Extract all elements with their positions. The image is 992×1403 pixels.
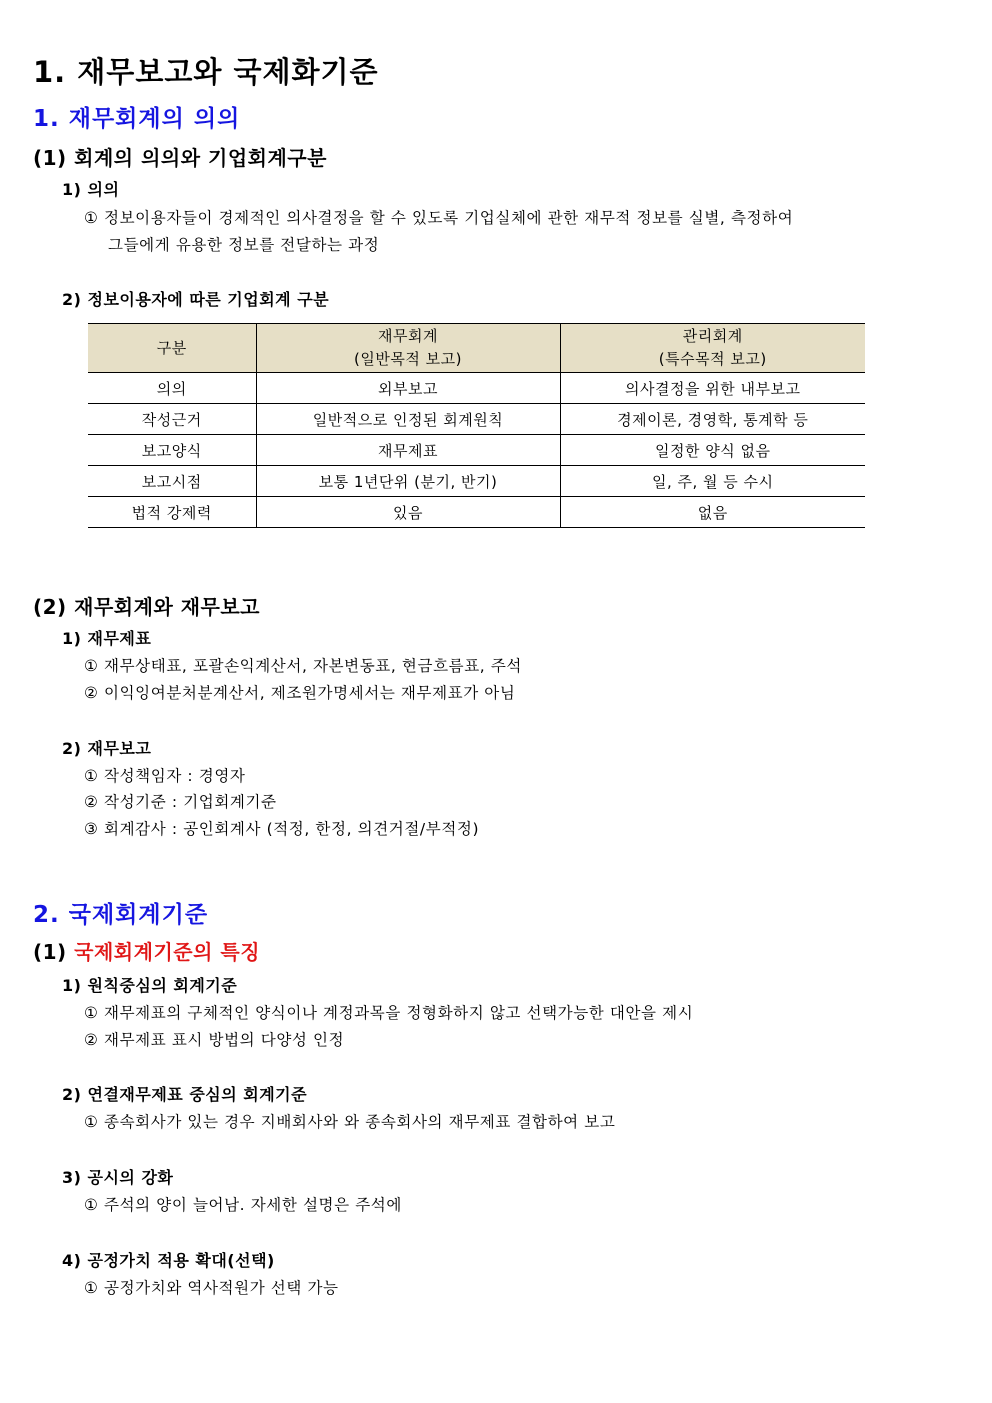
table-cell: 일정한 양식 없음	[560, 435, 865, 466]
subsection-heading-2-1	[33, 936, 260, 965]
header-subline: (특수목적 보고)	[658, 350, 767, 368]
header-line: 재무회계	[378, 327, 438, 345]
table-cell: 외부보고	[256, 373, 560, 404]
paragraph-heading-definition: 1) 의의	[62, 180, 120, 199]
table-cell: 일, 주, 월 등 수시	[560, 466, 865, 497]
subsection-heading-1-1: (1) 회계의 의의와 기업회계구분	[33, 146, 327, 170]
section-heading-2: 2. 국제회계기준	[33, 902, 209, 928]
table-cell: 보통 1년단위 (분기, 반기)	[256, 466, 560, 497]
table-cell: 재무제표	[256, 435, 560, 466]
list-item: ② 이익잉여분처분계산서, 제조원가명세서는 재무제표가 아님	[84, 684, 516, 702]
paragraph-heading-disclosure: 3) 공시의 강화	[62, 1168, 174, 1187]
accounting-comparison-table	[88, 323, 865, 528]
table-row	[88, 466, 865, 497]
list-item: ② 작성기준 : 기업회계기준	[84, 793, 277, 811]
table-cell: 의사결정을 위한 내부보고	[560, 373, 865, 404]
document-title: 1. 재무보고와 국제화기준	[33, 55, 379, 89]
table-row	[88, 435, 865, 466]
table-cell: 보고양식	[88, 435, 256, 466]
list-item: ① 작성책임자 : 경영자	[84, 767, 246, 785]
table-cell: 법적 강제력	[88, 497, 256, 528]
table-header-cell	[256, 324, 560, 373]
table-header-row	[88, 324, 865, 373]
paragraph-heading-financial-reporting: 2) 재무보고	[62, 739, 152, 758]
paragraph-heading-fair-value: 4) 공정가치 적용 확대(선택)	[62, 1251, 275, 1270]
list-item: ① 재무제표의 구체적인 양식이나 계정과목을 정형화하지 않고 선택가능한 대안을 제시	[84, 1004, 694, 1022]
table-row	[88, 497, 865, 528]
paragraph-heading-financial-statements: 1) 재무제표	[62, 629, 152, 648]
paragraph-heading-consolidated: 2) 연결재무제표 중심의 회계기준	[62, 1085, 308, 1104]
subsection-number: (1)	[33, 940, 75, 964]
table-cell: 작성근거	[88, 404, 256, 435]
table-cell: 없음	[560, 497, 865, 528]
list-item-continuation: 그들에게 유용한 정보를 전달하는 과정	[108, 236, 380, 254]
table-cell: 있음	[256, 497, 560, 528]
table-cell: 의의	[88, 373, 256, 404]
list-item: ② 재무제표 표시 방법의 다양성 인정	[84, 1031, 345, 1049]
table-cell: 일반적으로 인정된 회계원칙	[256, 404, 560, 435]
list-item: ③ 회계감사 : 공인회계사 (적정, 한정, 의견거절/부적정)	[84, 820, 480, 838]
table-header-cell	[88, 324, 256, 373]
paragraph-heading-principle-based: 1) 원칙중심의 회계기준	[62, 976, 238, 995]
table-cell: 경제이론, 경영학, 통계학 등	[560, 404, 865, 435]
table-header-cell	[560, 324, 865, 373]
list-item: ① 공정가치와 역사적원가 선택 가능	[84, 1279, 339, 1297]
list-item: ① 주석의 양이 늘어남. 자세한 설명은 주석에	[84, 1196, 402, 1214]
subsection-heading-1-2: (2) 재무회계와 재무보고	[33, 595, 261, 619]
subsection-title-highlight: 국제회계기준의 특징	[74, 940, 261, 964]
header-line: 구분	[156, 338, 187, 357]
header-subline: (일반목적 보고)	[354, 350, 462, 368]
section-heading-1: 1. 재무회계의 의의	[33, 106, 241, 132]
list-item: ① 종속회사가 있는 경우 지배회사와 와 종속회사의 재무제표 결합하여 보고	[84, 1113, 616, 1131]
paragraph-heading-accounting-types: 2) 정보이용자에 따른 기업회계 구분	[62, 290, 330, 309]
table-cell: 보고시점	[88, 466, 256, 497]
table-row	[88, 373, 865, 404]
table-row	[88, 404, 865, 435]
list-item: ① 정보이용자들이 경제적인 의사결정을 할 수 있도록 기업실체에 관한 재무적 정보를 실별, 측정하여	[84, 209, 794, 227]
list-item: ① 재무상태표, 포괄손익계산서, 자본변동표, 현금흐름표, 주석	[84, 657, 522, 675]
header-line: 관리회계	[682, 327, 743, 345]
